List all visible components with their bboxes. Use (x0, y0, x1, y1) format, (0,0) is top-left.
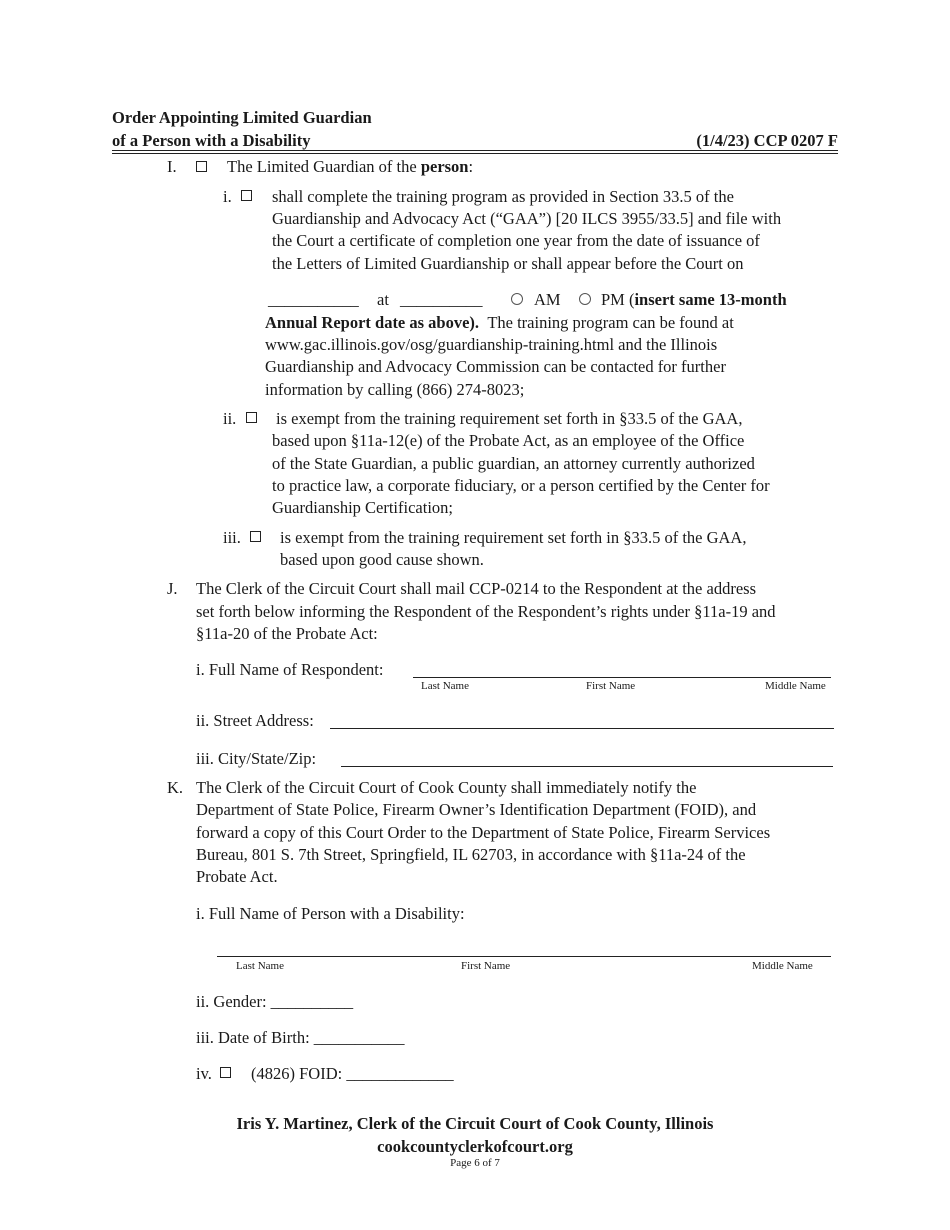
pm-label: PM (insert same 13-month (601, 290, 787, 309)
foid-checkbox[interactable] (220, 1067, 231, 1078)
city-state-zip-field[interactable] (341, 766, 833, 767)
at-label: at (377, 290, 389, 309)
disabled-person-name-label: i. Full Name of Person with a Disability: (196, 904, 465, 923)
respondent-name-label: i. Full Name of Respondent: (196, 660, 384, 679)
hearing-date-blank[interactable]: ___________ (268, 290, 359, 309)
section-j-marker: J. (167, 579, 178, 598)
form-code: (1/4/23) CCP 0207 F (696, 131, 838, 150)
item-i-cont-line: information by calling (866) 274-8023; (265, 380, 525, 399)
section-j-line: The Clerk of the Circuit Court shall mail CCP-0214 to the Respondent at the address (196, 579, 756, 598)
item-ii-marker: ii. (223, 409, 237, 428)
section-j-line: §11a-20 of the Probate Act: (196, 624, 378, 643)
item-iii-line: based upon good cause shown. (280, 550, 484, 569)
item-ii-line: Guardianship Certification; (272, 498, 453, 517)
item-i-line: shall complete the training program as provided in Section 33.5 of the (272, 187, 734, 206)
date-of-birth-field[interactable]: iii. Date of Birth: ___________ (196, 1028, 405, 1047)
respondent-name-field[interactable] (413, 677, 831, 678)
disabled-first-name-caption: First Name (461, 960, 511, 972)
header-title-line2: of a Person with a Disability (112, 131, 311, 150)
section-i-heading: The Limited Guardian of the person: (227, 157, 474, 176)
disabled-last-name-caption: Last Name (236, 960, 284, 972)
pm-radio[interactable] (579, 293, 591, 305)
page-number: Page 6 of 7 (450, 1157, 500, 1169)
respondent-last-name-caption: Last Name (421, 680, 469, 692)
city-state-zip-label: iii. City/State/Zip: (196, 749, 317, 768)
respondent-middle-name-caption: Middle Name (765, 680, 826, 692)
item-i-cont-line: www.gac.illinois.gov/osg/guardianship-training.html and the Illinois (265, 335, 718, 354)
footer-clerk: Iris Y. Martinez, Clerk of the Circuit Court of Cook County, Illinois (236, 1114, 714, 1133)
header-divider-bottom (112, 153, 838, 154)
disabled-person-name-field[interactable] (217, 956, 831, 957)
item-i-line: the Letters of Limited Guardianship or shall appear before the Court on (272, 254, 744, 273)
section-k-line: forward a copy of this Court Order to the Department of State Police, Firearm Services (196, 823, 771, 842)
section-j-line: set forth below informing the Respondent of the Respondent’s rights under §11a-19 and (196, 602, 776, 621)
gender-field[interactable]: ii. Gender: __________ (196, 992, 354, 1011)
street-address-label: ii. Street Address: (196, 711, 314, 730)
section-k-line: Bureau, 801 S. 7th Street, Springfield, IL 62703, in accordance with §11a-24 of the (196, 845, 746, 864)
item-ii-line: based upon §11a-12(e) of the Probate Act, as an employee of the Office (272, 431, 745, 450)
disabled-middle-name-caption: Middle Name (752, 960, 813, 972)
item-ii-checkbox[interactable] (246, 412, 257, 423)
item-iii-line: is exempt from the training requirement set forth in §33.5 of the GAA, (280, 528, 747, 547)
item-ii-line: is exempt from the training requirement set forth in §33.5 of the GAA, (276, 409, 743, 428)
section-k-line: Department of State Police, Firearm Owner’s Identification Department (FOID), and (196, 800, 757, 819)
section-k-marker: K. (167, 778, 184, 797)
item-i-line: the Court a certificate of completion one year from the date of issuance of (272, 231, 760, 250)
item-i-line: Guardianship and Advocacy Act (“GAA”) [20 ILCS 3955/33.5] and file with (272, 209, 782, 228)
section-i-marker: I. (167, 157, 177, 176)
header-divider-top (112, 150, 838, 151)
footer-website: cookcountyclerkofcourt.org (377, 1137, 573, 1156)
item-ii-line: to practice law, a corporate fiduciary, or a person certified by the Center for (272, 476, 770, 495)
respondent-first-name-caption: First Name (586, 680, 636, 692)
section-k-line: The Clerk of the Circuit Court of Cook County shall immediately notify the (196, 778, 697, 797)
item-iii-checkbox[interactable] (250, 531, 261, 542)
foid-field[interactable]: (4826) FOID: _____________ (251, 1064, 454, 1083)
am-radio[interactable] (511, 293, 523, 305)
item-i-cont-line: Guardianship and Advocacy Commission can be contacted for further (265, 357, 726, 376)
street-address-field[interactable] (330, 728, 834, 729)
foid-marker: iv. (196, 1064, 212, 1083)
section-i-checkbox[interactable] (196, 161, 207, 172)
section-k-line: Probate Act. (196, 867, 278, 886)
item-i-marker: i. (223, 187, 232, 206)
am-label: AM (534, 290, 561, 309)
item-iii-marker: iii. (223, 528, 241, 547)
item-i-cont-line: Annual Report date as above). The training program can be found at (265, 313, 734, 332)
header-title-line1: Order Appointing Limited Guardian (112, 108, 372, 127)
item-ii-line: of the State Guardian, a public guardian, an attorney currently authorized (272, 454, 755, 473)
hearing-time-blank[interactable]: __________ (400, 290, 483, 309)
item-i-checkbox[interactable] (241, 190, 252, 201)
